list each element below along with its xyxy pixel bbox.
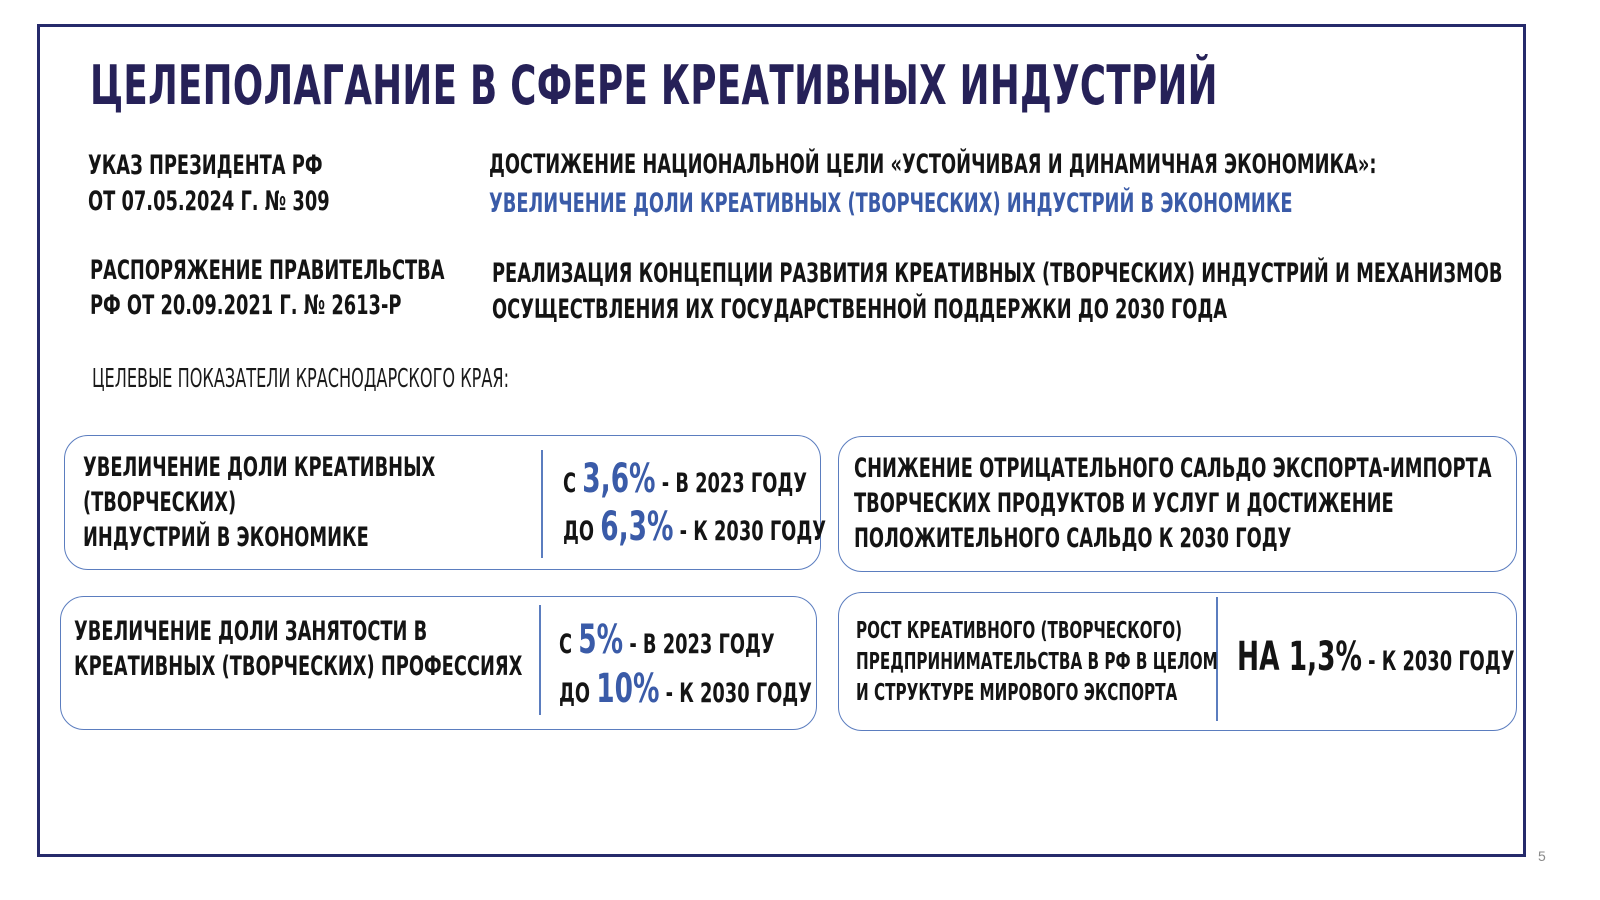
to-prefix: ДО	[563, 516, 595, 547]
to-value: 6,3%	[600, 504, 674, 550]
order-label-line1: РАСПОРЯЖЕНИЕ ПРАВИТЕЛЬСТВА	[90, 255, 445, 286]
from-suffix: - В 2023 ГОДУ	[661, 468, 808, 499]
order-goal-line1: РЕАЛИЗАЦИЯ КОНЦЕПЦИИ РАЗВИТИЯ КРЕАТИВНЫХ (ТВОРЧЕСКИХ) ИНДУСТРИЙ И МЕХАНИЗМОВ	[492, 258, 1503, 289]
to-suffix: - К 2030 ГОДУ	[665, 678, 812, 709]
card-industry-share-from	[563, 455, 807, 508]
card-employment-share-divider	[539, 605, 541, 715]
card-industry-share-to	[563, 503, 826, 556]
card-export-balance-line1: СНИЖЕНИЕ ОТРИЦАТЕЛЬНОГО САЛЬДО ЭКСПОРТА-ИМПОРТА	[854, 453, 1492, 484]
card-employment-share-from	[559, 616, 775, 669]
from-suffix: - В 2023 ГОДУ	[629, 629, 775, 660]
card-industry-share-line1: УВЕЛИЧЕНИЕ ДОЛИ КРЕАТИВНЫХ	[83, 452, 436, 483]
card-entrepreneurship-line2: ПРЕДПРИНИМАТЕЛЬСТВА В РФ В ЦЕЛОМ	[856, 649, 1218, 675]
card-export-balance-line2: ТВОРЧЕСКИХ ПРОДУКТОВ И УСЛУГ И ДОСТИЖЕНИЕ	[854, 488, 1394, 519]
card-employment-share-line2: КРЕАТИВНЫХ (ТВОРЧЕСКИХ) ПРОФЕССИЯХ	[74, 651, 523, 682]
card-employment-share-line1: УВЕЛИЧЕНИЕ ДОЛИ ЗАНЯТОСТИ В	[74, 616, 428, 647]
card-entrepreneurship-line1: РОСТ КРЕАТИВНОГО (ТВОРЧЕСКОГО)	[856, 618, 1183, 644]
card-industry-share-divider	[541, 450, 543, 558]
card-export-balance-line3: ПОЛОЖИТЕЛЬНОГО САЛЬДО К 2030 ГОДУ	[854, 523, 1292, 554]
order-goal-line2: ОСУЩЕСТВЛЕНИЯ ИХ ГОСУДАРСТВЕННОЙ ПОДДЕРЖКИ ДО 2030 ГОДА	[492, 294, 1228, 325]
decree-goal-line2: УВЕЛИЧЕНИЕ ДОЛИ КРЕАТИВНЫХ (ТВОРЧЕСКИХ) ИНДУСТРИЙ В ЭКОНОМИКЕ	[489, 188, 1293, 219]
entrepreneurship-suffix: - К 2030 ГОДУ	[1368, 646, 1515, 677]
to-prefix: ДО	[559, 678, 591, 709]
decree-goal-line1: ДОСТИЖЕНИЕ НАЦИОНАЛЬНОЙ ЦЕЛИ «УСТОЙЧИВАЯ И ДИНАМИЧНАЯ ЭКОНОМИКА»:	[489, 149, 1377, 180]
section-heading: ЦЕЛЕВЫЕ ПОКАЗАТЕЛИ КРАСНОДАРСКОГО КРАЯ:	[92, 364, 510, 394]
from-prefix: С	[563, 468, 577, 499]
order-label-line2: РФ ОТ 20.09.2021 Г. № 2613-Р	[90, 290, 402, 321]
card-entrepreneurship-metric	[1237, 633, 1514, 686]
decree-label-line2: ОТ 07.05.2024 Г. № 309	[88, 186, 330, 217]
card-industry-share-line3: ИНДУСТРИЙ В ЭКОНОМИКЕ	[83, 522, 369, 553]
decree-label-line1: УКАЗ ПРЕЗИДЕНТА РФ	[88, 150, 323, 181]
card-entrepreneurship-line3: И СТРУКТУРЕ МИРОВОГО ЭКСПОРТА	[856, 680, 1178, 706]
card-employment-share-to	[559, 665, 812, 718]
from-value: 5%	[578, 617, 624, 663]
to-value: 10%	[596, 666, 660, 712]
from-prefix: С	[559, 629, 573, 660]
slide-title: ЦЕЛЕПОЛАГАНИЕ В СФЕРЕ КРЕАТИВНЫХ ИНДУСТРИЙ	[90, 54, 1218, 117]
page-number: 5	[1538, 848, 1546, 864]
card-industry-share-line2: (ТВОРЧЕСКИХ)	[83, 487, 237, 518]
from-value: 3,6%	[582, 456, 656, 502]
entrepreneurship-value: НА 1,3%	[1237, 634, 1362, 680]
to-suffix: - К 2030 ГОДУ	[679, 516, 826, 547]
